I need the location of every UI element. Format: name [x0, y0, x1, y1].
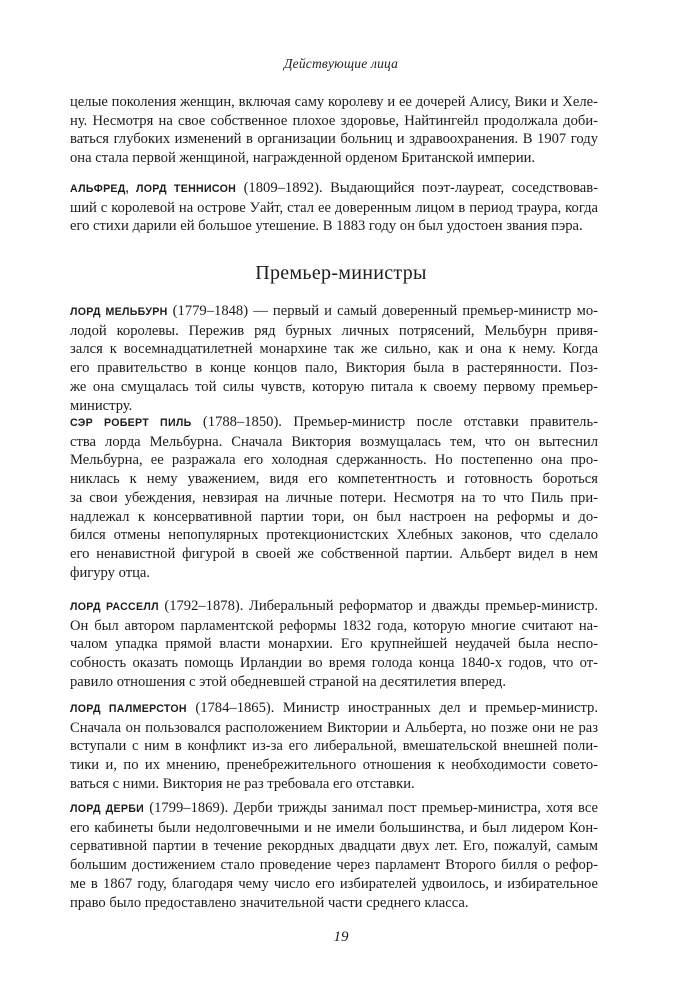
- entry-name: ЛОРД МЕЛЬБУРН: [70, 306, 168, 318]
- text-line: лодой королевы. Пережив ряд бурных личных потрясений, Мельбурн привя-: [70, 322, 598, 339]
- text-line: же она смущалась той силы чувств, которую питала к своему первому премьер-: [70, 378, 598, 395]
- entry-name: СЭР РОБЕРТ ПИЛЬ: [70, 417, 192, 429]
- text-line: ну. Несмотря на свое собственное плохое здоровье, Найтингейл продолжала доби-: [70, 112, 598, 129]
- text-line: [70, 413, 598, 433]
- text-line: ства лорда Мельбурна. Сначала Виктория возмущалась тем, что он вытеснил: [70, 433, 598, 450]
- text-line: чалом упадка прямой власти монархии. Его крупнейшей неудачей была неспо-: [70, 636, 598, 653]
- text-line: собность оказать помощь Ирландии во время голода конца 1840-х годов, что от-: [70, 655, 598, 672]
- entry-text: (1784–1865). Министр иностранных дел и премьер-министр.: [186, 700, 598, 716]
- text-line: надлежал к консервативной партии тори, он был настроен на реформы и до-: [70, 508, 598, 525]
- entry-name: АЛЬФРЕД, ЛОРД ТЕННИСОН: [70, 183, 237, 195]
- text-line: его правительство в конце концов пало, Виктория была в растерянности. Поз-: [70, 360, 598, 377]
- entry-text: (1792–1878). Либеральный реформатор и дважды премьер-министр.: [158, 598, 599, 614]
- page-number: 19: [333, 929, 349, 945]
- text-line: тики и, по их мнению, пренебрежительного отношения к необходимости совето-: [70, 757, 598, 774]
- text-line: вступали с ним в конфликт из-за его либеральной, вмешательской внешней поли-: [70, 738, 598, 755]
- text-line: его стихи дарили ей большое утешение. В 1883 году он был удостоен звания пэра.: [70, 218, 583, 235]
- entry-name: ЛОРД РАССЕЛЛ: [70, 601, 159, 613]
- text-line: [70, 302, 598, 322]
- entry-name: ЛОРД ДЕРБИ: [70, 803, 145, 815]
- text-line: она стала первой женщиной, награжденной орденом Британской империи.: [70, 150, 536, 167]
- tennyson-entry: [70, 179, 598, 236]
- text-line: сервативной партии в течение рекордных двадцати двух лет. Его, пожалуй, самым: [70, 838, 598, 855]
- text-line: право было предоставлено значительной части среднего класса.: [70, 894, 469, 911]
- text-line: министру.: [70, 397, 133, 414]
- text-line: целые поколения женщин, включая саму королеву и ее дочерей Алису, Вики и Хеле-: [70, 94, 598, 110]
- text-line: зался к восемнадцатилетней монархине так же сильно, как и она к нему. Когда: [70, 341, 598, 358]
- text-line: за свои убеждения, невзирая на личные потери. Несмотря на то что Пиль при-: [70, 489, 598, 506]
- text-line: [70, 699, 598, 719]
- entry-text: (1799–1869). Дерби трижды занимал пост премьер-министра, хотя все: [144, 800, 598, 816]
- text-line: ваться глубоких изменений в организации больниц и здравоохранения. В 1907 году: [70, 131, 598, 148]
- nightingale-paragraph: [70, 93, 598, 168]
- entry-text: (1779–1848) — первый и самый доверенный премьер-министр мо-: [167, 303, 598, 319]
- entry-text: (1809–1892). Выдающийся поэт-лауреат, соседствовав-: [236, 180, 599, 196]
- text-line: Сначала он пользовался расположением Виктории и Альберта, но позже они не раз: [70, 719, 598, 736]
- running-head: Действующие лица: [283, 56, 399, 71]
- text-line: бился отмены непопулярных протекционистских Хлебных законов, что сделало: [70, 527, 598, 544]
- text-line: [70, 799, 598, 819]
- text-line: [70, 597, 598, 617]
- russell-entry: [70, 597, 598, 692]
- section-title: Премьер-министры: [255, 262, 427, 284]
- peel-entry: [70, 413, 598, 582]
- text-line: Мельбурна, ее разражала его холодная сдержанность. Но постепенно она про-: [70, 452, 598, 469]
- text-line: ме в 1867 году, благодаря чему число его избирателей удвоилось, и избирательное: [70, 875, 598, 892]
- palmerston-entry: [70, 699, 598, 794]
- text-line: Он был автором парламентской реформы 1832 года, которую многие считают на-: [70, 617, 598, 634]
- text-line: большим достижением стало проведение через парламент Второго билля о рефор-: [70, 857, 598, 874]
- text-line: никлась к нему уважением, видя его компетентность и готовность бороться: [70, 471, 598, 488]
- melbourne-entry: [70, 302, 598, 415]
- derby-entry: [70, 799, 598, 912]
- text-line: ваться с ними. Виктория не раз требовала его отставки.: [70, 775, 415, 792]
- text-line: его кабинеты были недолговечными и не имели большинства, и был лидером Кон-: [70, 819, 598, 836]
- text-line: [70, 179, 598, 199]
- text-line: его ненавистной фигурой в своей же собственной партии. Альберт видел в нем: [70, 545, 598, 562]
- text-line: равило отношения с этой обедневшей страной на десятилетия вперед.: [70, 673, 507, 690]
- text-line: ший с королевой на острове Уайт, стал ее доверенным лицом в период траура, когда: [70, 199, 598, 216]
- entry-text: (1788–1850). Премьер-министр после отставки правитель-: [191, 414, 598, 430]
- entry-name: ЛОРД ПАЛМЕРСТОН: [70, 703, 187, 715]
- text-line: фигуру отца.: [70, 564, 151, 581]
